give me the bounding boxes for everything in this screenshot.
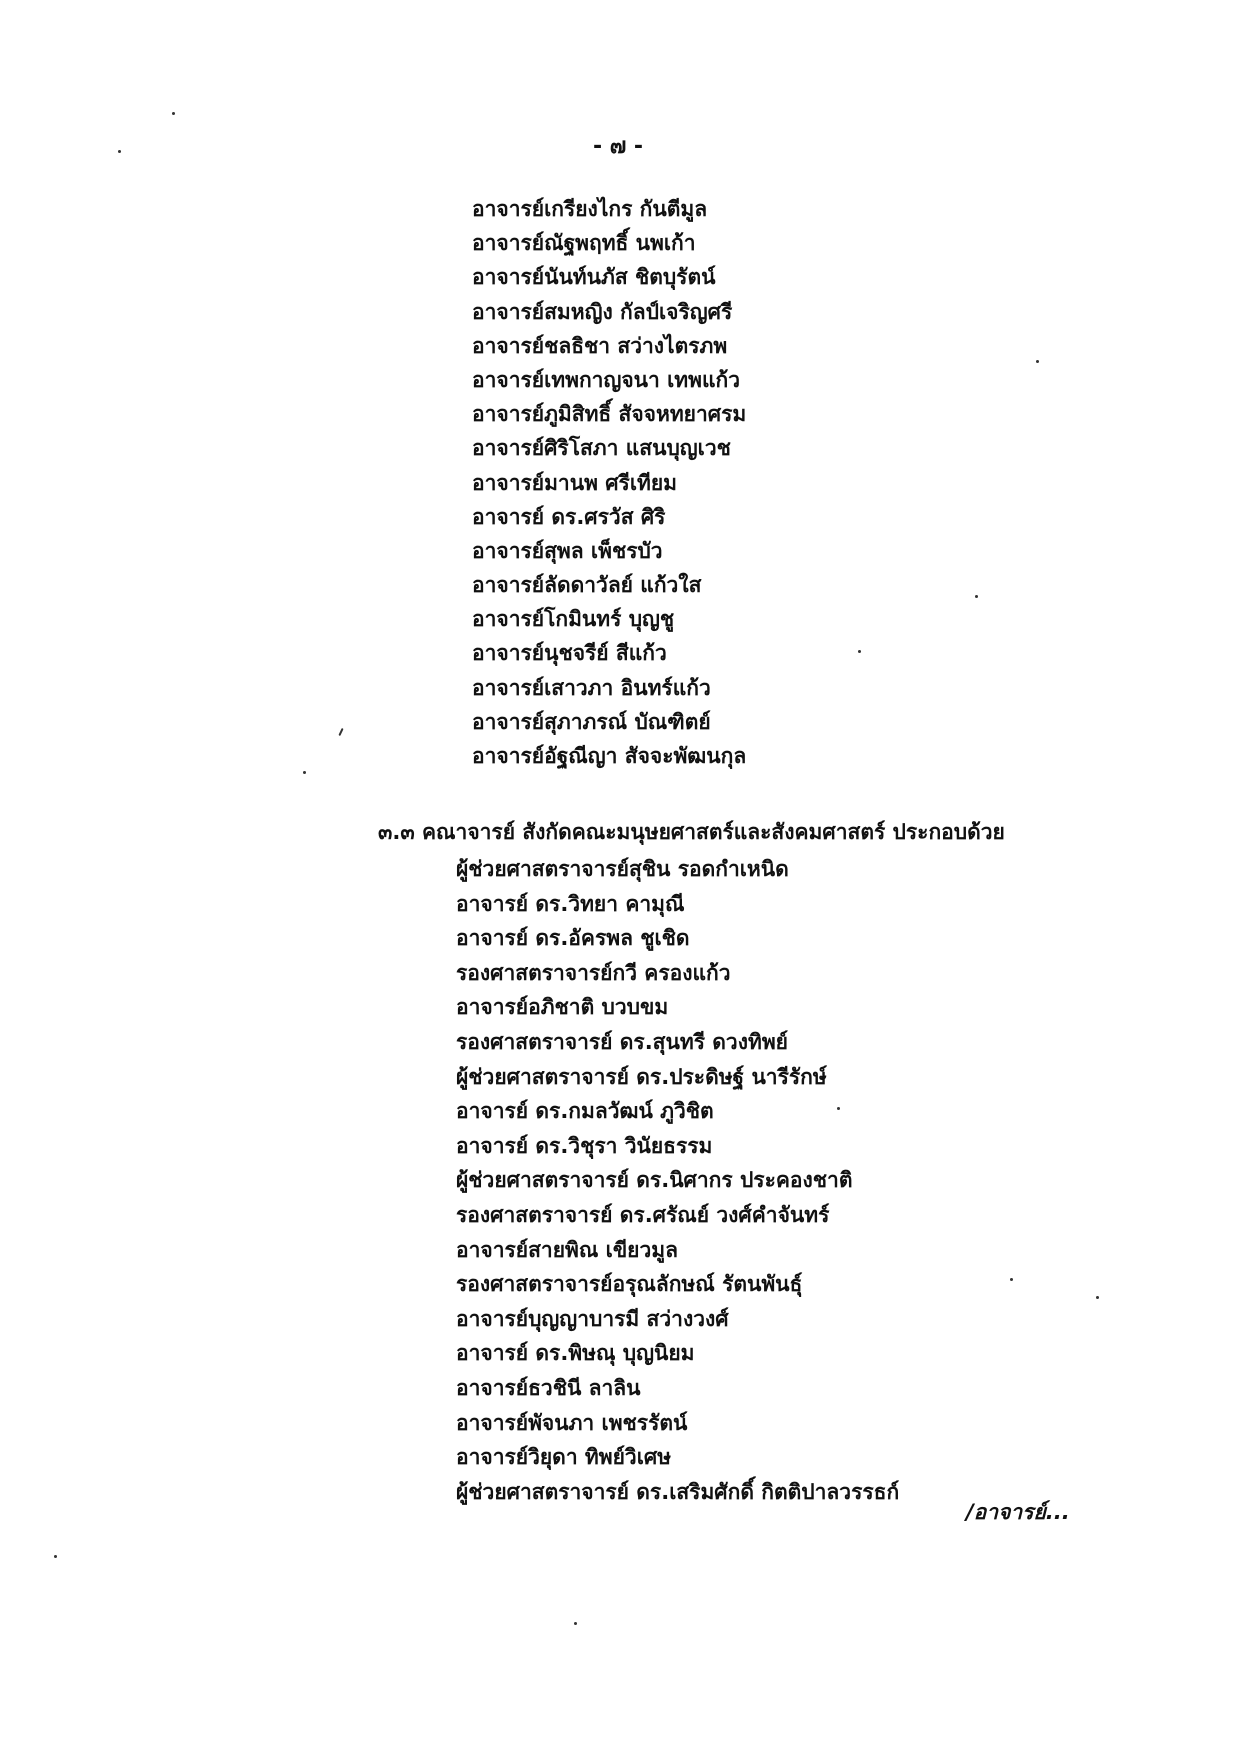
list-item: รองศาสตราจารย์อรุณลักษณ์ รัตนพันธุ์ [456,1272,803,1297]
scan-speck [975,595,978,598]
scan-speck [858,650,861,653]
scan-speck [574,1622,577,1625]
list-item: รองศาสตราจารย์กวี ครองแก้ว [456,960,731,985]
list-item: ผู้ช่วยศาสตราจารย์ ดร.ประดิษฐ์ นารีรักษ์ [456,1064,827,1089]
scan-speck [118,150,121,153]
list-item: อาจารย์พัจนภา เพชรรัตน์ [456,1410,688,1435]
list-item: อาจารย์ ดร.พิษณุ บุญนิยม [456,1341,695,1366]
faculty-list-continued [472,192,746,773]
scan-speck [172,112,175,115]
list-item: อาจารย์อัฐณีญา สัจจะพัฒนกุล [472,744,747,768]
faculty-list-humanities [456,852,899,1509]
list-item: อาจารย์ธวชินี ลาลิน [456,1375,641,1400]
scan-speck [837,1107,840,1110]
scan-speck [1096,1296,1099,1299]
list-item: อาจารย์เสาวภา อินทร์แก้ว [472,675,711,700]
list-item: อาจารย์สายพิณ เขียวมูล [456,1237,678,1262]
scan-speck [338,728,343,736]
scan-speck [1010,1278,1013,1281]
list-item: อาจารย์ลัดดาวัลย์ แก้วใส [472,573,702,598]
list-item: อาจารย์ ดร.อัครพล ชูเชิด [456,926,690,951]
list-item: อาจารย์สมหญิง กัลป์เจริญศรี [472,299,733,324]
list-item: อาจารย์ ดร.ศรวัส ศิริ [472,504,666,529]
list-item: อาจารย์ ดร.วิทยา คามุณี [456,891,685,916]
list-item: อาจารย์ณัฐพฤทธิ์ นพเก้า [472,231,696,256]
page-number: - ๗ - [592,134,644,159]
scan-speck [303,771,306,774]
section-heading: ๓.๓ คณาจารย์ สังกัดคณะมนุษยศาสตร์และสังคมศาสตร์ ประกอบด้วย [378,820,1005,844]
scan-speck [1036,360,1039,363]
list-item: อาจารย์โกมินทร์ บุญชู [472,607,675,632]
list-item: อาจารย์ชลธิชา สว่างไตรภพ [472,333,728,358]
list-item: อาจารย์ ดร.วิชุรา วินัยธรรม [456,1133,713,1158]
scan-speck [54,1555,57,1558]
list-item: อาจารย์สุพล เพ็ชรบัว [472,538,663,563]
list-item: รองศาสตราจารย์ ดร.ศรัณย์ วงศ์คำจันทร์ [456,1202,830,1227]
list-item: อาจารย์นันท์นภัส ชิตบุรัตน์ [472,265,716,290]
list-item: อาจารย์เกรียงไกร กันตีมูล [472,197,708,221]
list-item: อาจารย์ศิริโสภา แสนบุญเวช [472,436,731,461]
list-item: อาจารย์มานพ ศรีเทียม [472,470,678,495]
list-item: อาจารย์อภิชาติ บวบขม [456,995,669,1020]
list-item: อาจารย์ภูมิสิทธิ์ สัจจหทยาศรม [472,402,747,427]
list-item: อาจารย์วิยุดา ทิพย์วิเศษ [456,1445,672,1470]
list-item: ผู้ช่วยศาสตราจารย์ ดร.นิศากร ประคองชาติ [456,1168,853,1193]
list-item: อาจารย์สุภาภรณ์ บัณฑิตย์ [472,709,711,734]
list-item: อาจารย์บุญญาบารมี สว่างวงศ์ [456,1306,729,1331]
continuation-marker: /อาจารย์... [966,1500,1070,1524]
list-item: อาจารย์เทพกาญจนา เทพแก้ว [472,367,741,392]
list-item: ผู้ช่วยศาสตราจารย์ ดร.เสริมศักดิ์ กิตติปาลวรรธก์ [456,1479,900,1504]
list-item: ผู้ช่วยศาสตราจารย์สุชิน รอดกำเหนิด [456,857,789,881]
list-item: อาจารย์ ดร.กมลวัฒน์ ภูวิชิต [456,1099,714,1124]
list-item: รองศาสตราจารย์ ดร.สุนทรี ดวงทิพย์ [456,1029,788,1054]
list-item: อาจารย์นุชจรีย์ สีแก้ว [472,641,667,666]
